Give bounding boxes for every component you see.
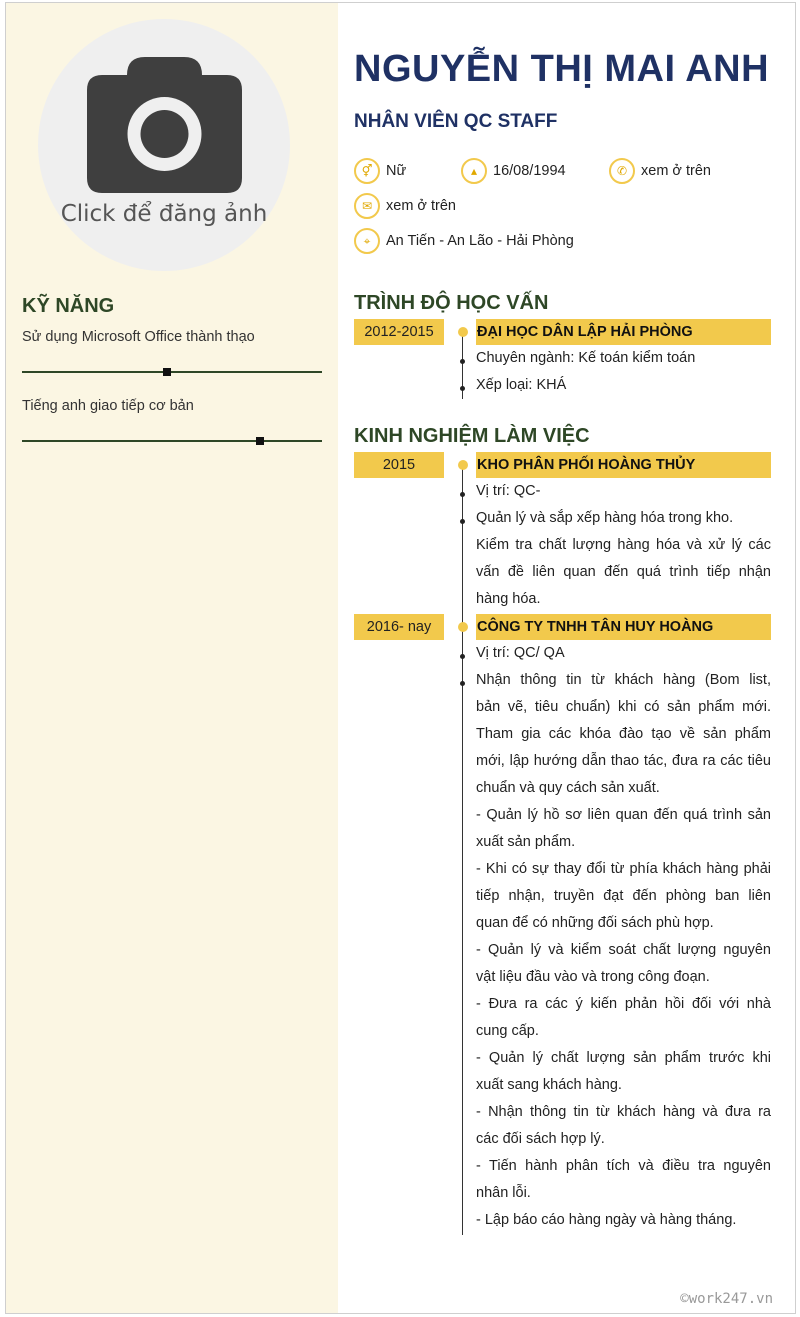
job-detail-line: - Quản lý chất lượng sản phẩm trước khi [476,1050,771,1066]
cv-page [5,2,796,1314]
main-content [338,3,795,1313]
job-position: Vị trí: QC/ QA [476,645,565,661]
gender-info [354,158,406,184]
gender-icon: ⚥ [354,158,380,184]
education-detail: Chuyên ngành: Kế toán kiểm toán [476,350,696,366]
skill-name: Sử dụng Microsoft Office thành thạo [22,329,255,345]
education-detail: Xếp loại: KHÁ [476,377,567,393]
job-detail: Quản lý và sắp xếp hàng hóa trong kho. [476,510,734,526]
job-detail-line: Tham gia các khóa đào tạo về sản phẩm [476,726,771,742]
bullet-dot [460,492,465,497]
skill-item [22,398,322,414]
job-detail-line: Kiểm tra chất lượng hàng hóa và xử lý các [476,537,771,553]
job-detail-line: - Khi có sự thay đổi từ phía khách hàng phải [476,861,771,877]
sidebar [6,3,338,1313]
job-title: NHÂN VIÊN QC STAFF [354,111,558,132]
timeline-dot [458,327,468,337]
dob-value: 16/08/1994 [493,163,566,179]
skill-item [22,329,322,345]
job-detail-line: hàng hóa. [476,591,541,607]
experience-heading: KINH NGHIỆM LÀM VIỆC [354,425,590,447]
school-name: ĐẠI HỌC DÂN LẬP HẢI PHÒNG [476,319,771,345]
job-detail-line: mới, lập hướng dẫn thao tác, đưa ra các tiêu [476,753,771,769]
job-date: 2016- nay [354,614,444,640]
bullet-dot [460,386,465,391]
skills-heading: KỸ NĂNG [22,295,115,317]
job-detail-line: xuất sang khách hàng. [476,1077,622,1093]
job-detail-line: - Quản lý và kiểm soát chất lượng nguyên [476,942,771,958]
bullet-dot [460,519,465,524]
skill-level-knob [163,368,171,376]
phone-icon: ✆ [609,158,635,184]
address-info [354,228,574,254]
job-detail-line: - Tiến hành phân tích và điều tra nguyên [476,1158,771,1174]
dob-info [461,158,566,184]
job-detail-line: - Lập báo cáo hàng ngày và hàng tháng. [476,1212,737,1228]
photo-upload[interactable] [38,19,290,271]
experience-timeline-line [462,465,463,1235]
job-detail-line: vấn đề liên quan đến quá trình tiếp nhận [476,564,771,580]
job-detail-line: vật liệu đầu vào và trong công đoạn. [476,969,710,985]
timeline-dot [458,622,468,632]
skill-name: Tiếng anh giao tiếp cơ bản [22,398,194,414]
job-detail-line: các đối sách hợp lý. [476,1131,605,1147]
skill-level-bar [22,440,322,442]
job-detail-line: - Quản lý hồ sơ liên quan đến quá trình sản [476,807,771,823]
watermark: ©work247.vn [680,1291,773,1307]
job-detail-line: - Đưa ra các ý kiến phản hồi đối với nhà [476,996,771,1012]
phone-info [609,158,711,184]
bullet-dot [460,681,465,686]
job-detail: Nhận thông tin từ khách hàng (Bom list, [476,672,771,688]
timeline-dot [458,460,468,470]
map-pin-icon: ⌖ [354,228,380,254]
mail-icon: ✉ [354,193,380,219]
company-name: KHO PHÂN PHỐI HOÀNG THỦY [476,452,771,478]
email-info [354,193,456,219]
skill-level-knob [256,437,264,445]
job-detail-line: nhân lỗi. [476,1185,531,1201]
address-value: An Tiến - An Lão - Hải Phòng [386,233,574,249]
education-heading: TRÌNH ĐỘ HỌC VẤN [354,292,549,314]
job-detail-line: quan để có những đối sách phù hợp. [476,915,714,931]
candidate-name: NGUYỄN THỊ MAI ANH [354,48,770,90]
company-name: CÔNG TY TNHH TÂN HUY HOÀNG [476,614,771,640]
job-detail-line: bản vẽ, tiêu chuẩn) khi có sản phẩm mới. [476,699,771,715]
job-detail-line: chuẩn và quy cách sản xuất. [476,780,660,796]
photo-upload-label: Click để đăng ảnh [60,201,268,227]
job-detail-line: - Nhận thông tin từ khách hàng và đưa ra [476,1104,771,1120]
birthday-cake-icon: ▴ [461,158,487,184]
skill-level-bar [22,371,322,373]
job-date: 2015 [354,452,444,478]
phone-value: xem ở trên [641,163,711,179]
job-position: Vị trí: QC- [476,483,541,499]
gender-value: Nữ [386,163,407,179]
email-value: xem ở trên [386,198,456,214]
job-detail-line: tiếp nhận, truyền đạt đến phòng ban liên [476,888,771,904]
education-date: 2012-2015 [354,319,444,345]
camera-icon [87,57,242,193]
bullet-dot [460,359,465,364]
job-detail-line: xuất sản phẩm. [476,834,576,850]
job-detail-line: cung cấp. [476,1023,539,1039]
bullet-dot [460,654,465,659]
